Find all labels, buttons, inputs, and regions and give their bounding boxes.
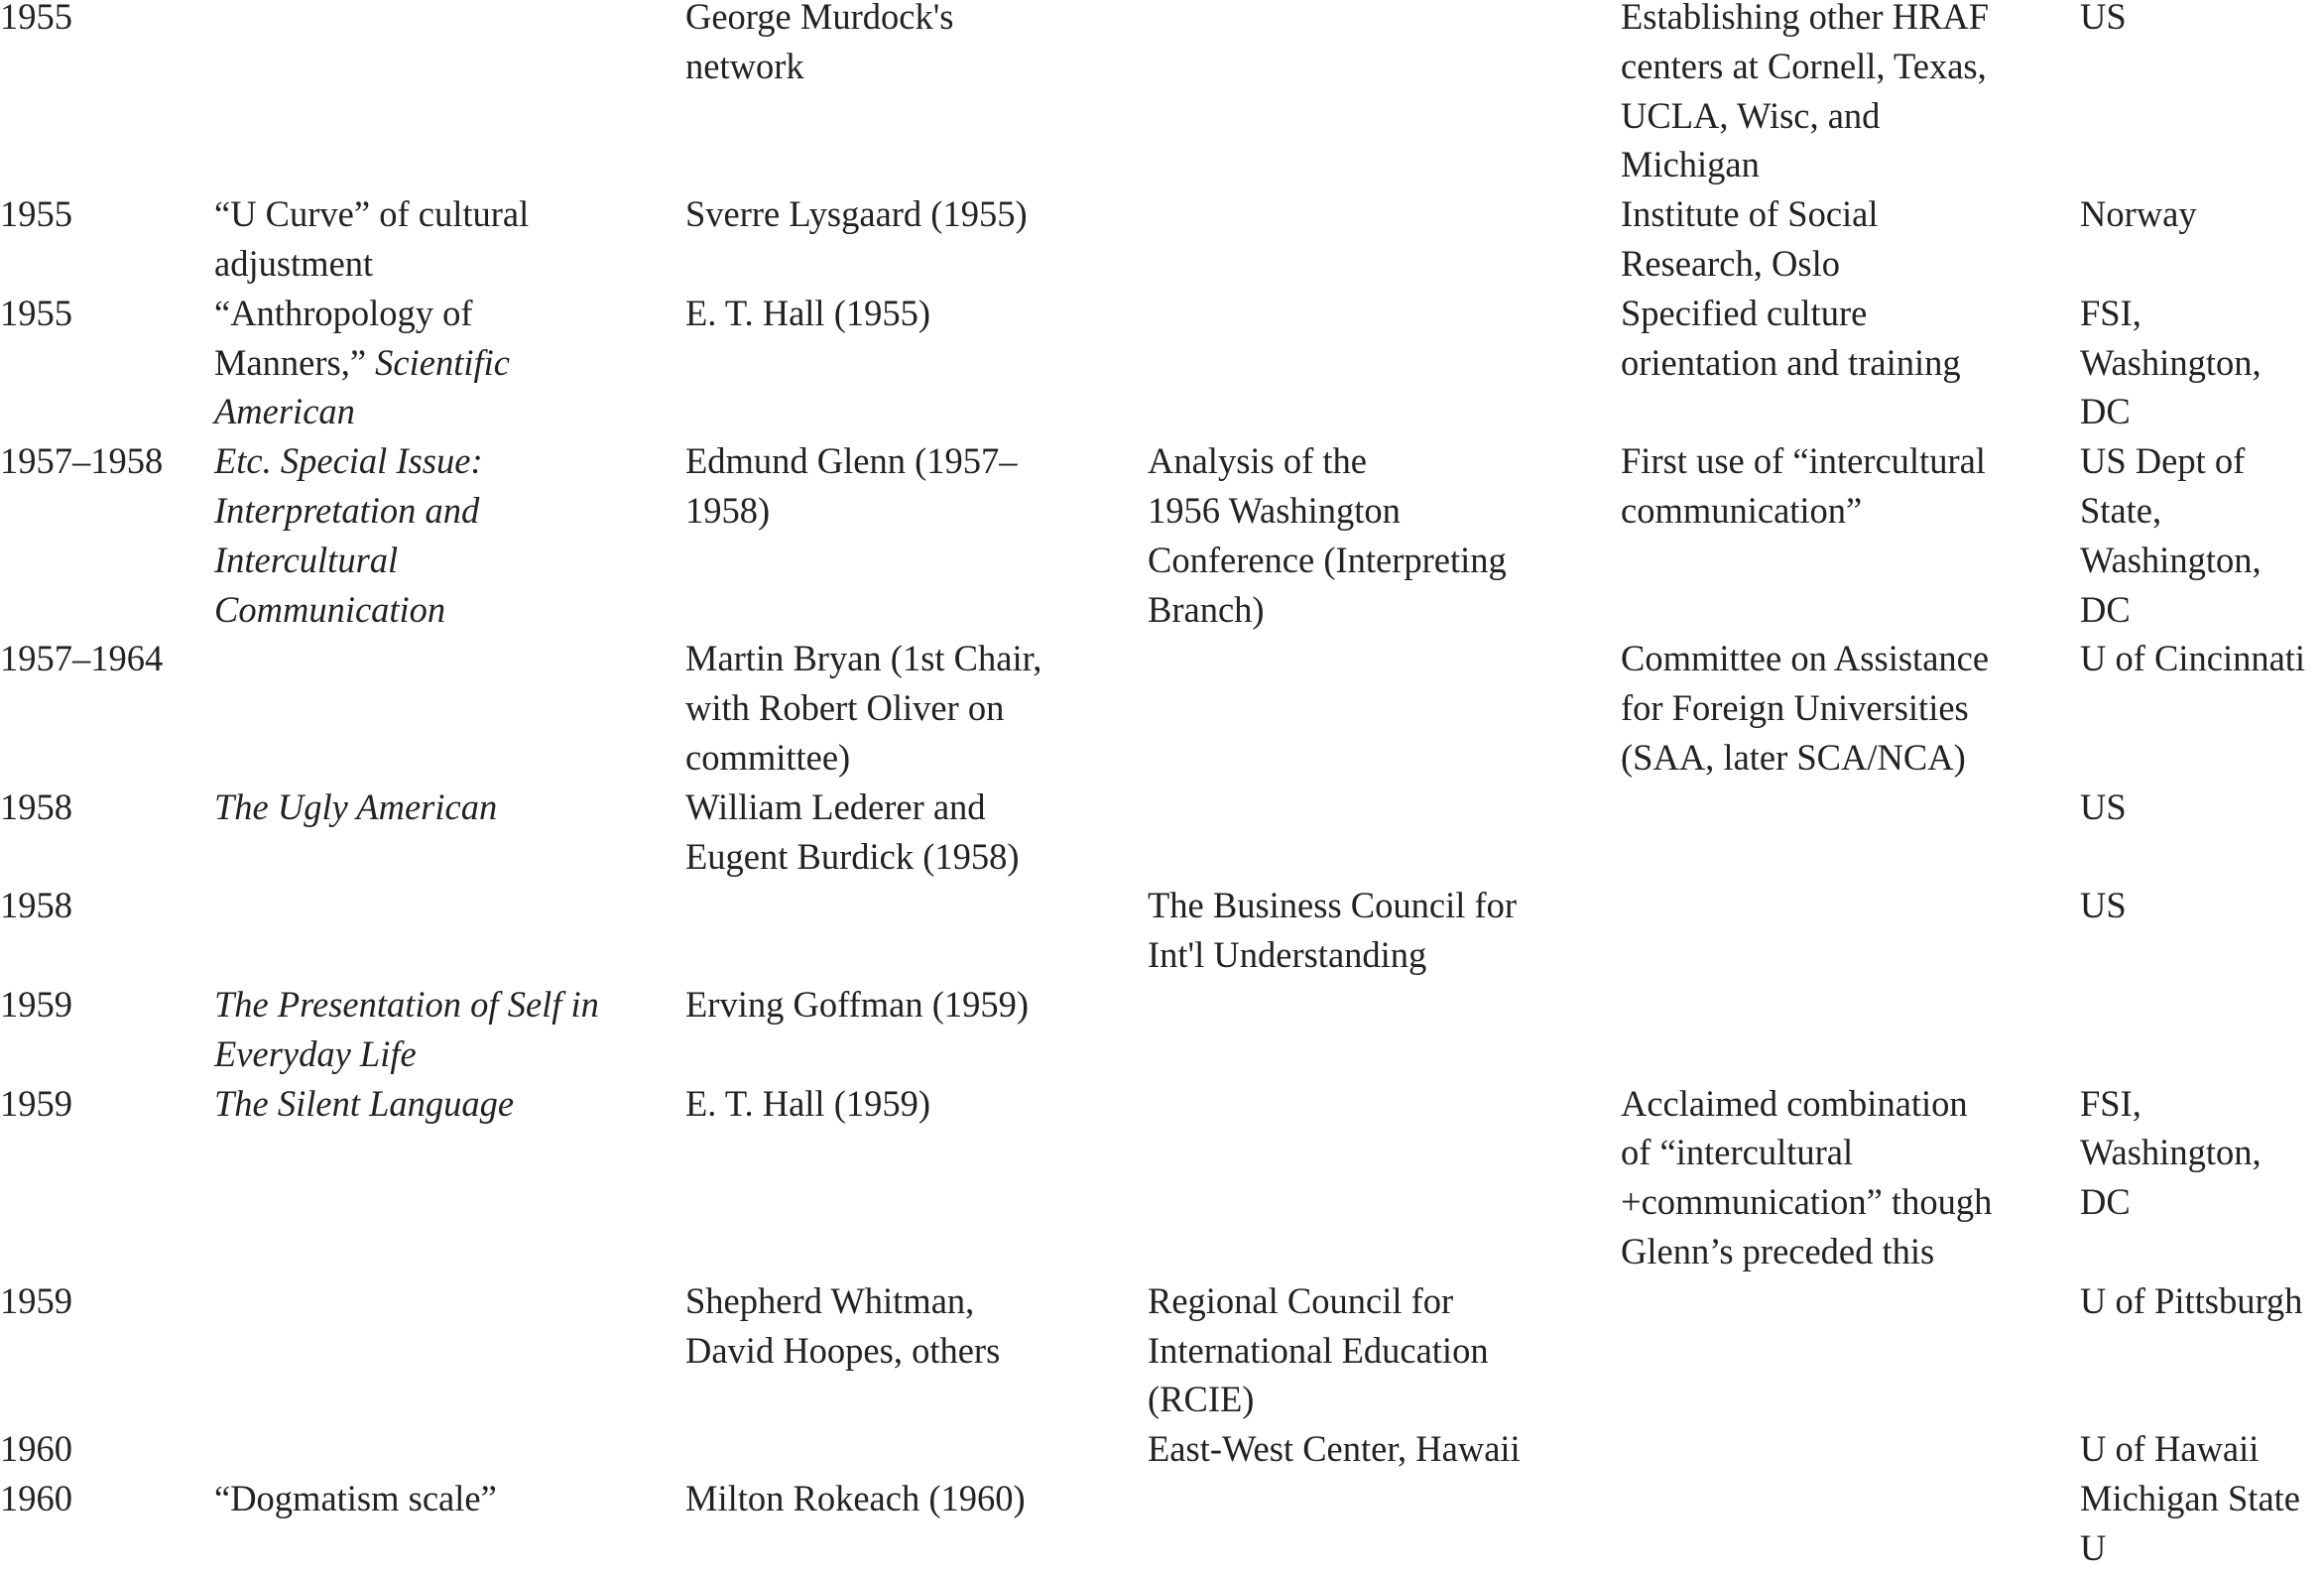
- place-cell: FSI, Washington, DC: [2080, 1082, 2262, 1223]
- author-cell: [685, 881, 1148, 980]
- note-cell: [1621, 1474, 2080, 1573]
- work-cell: [214, 1424, 685, 1474]
- table-row: [0, 436, 2324, 634]
- place-cell: U of Cincinnati: [2080, 638, 2306, 679]
- year-cell: 1955: [0, 292, 72, 333]
- note-cell: [1621, 1424, 2080, 1474]
- work-cell: “Dogmatism scale”: [214, 1477, 497, 1518]
- organization-cell: [1148, 980, 1621, 1079]
- year-cell: 1958: [0, 786, 72, 827]
- note-cell: Institute of Social Research, Oslo: [1621, 193, 1879, 284]
- author-cell: Shepherd Whitman, David Hoopes, others: [685, 1279, 1001, 1371]
- table-row: [0, 1424, 2324, 1474]
- note-cell: First use of “intercultural communication”: [1621, 440, 1986, 531]
- work-cell: Etc. Special Issue: Interpretation and Intercultural Communication: [214, 440, 483, 630]
- table-row: [0, 0, 2324, 189]
- note-cell: [1621, 980, 2080, 1079]
- author-cell: Martin Bryan (1st Chair, with Robert Oliver on committee): [685, 638, 1042, 778]
- place-cell: US: [2080, 786, 2127, 827]
- table-row: [0, 1474, 2324, 1573]
- year-cell: 1957–1958: [0, 440, 164, 482]
- work-cell: The Silent Language: [214, 1082, 515, 1124]
- place-cell: U of Hawaii: [2080, 1428, 2260, 1470]
- author-cell: George Murdock's network: [685, 0, 954, 86]
- year-cell: 1958: [0, 885, 72, 926]
- year-cell: 1955: [0, 193, 72, 235]
- table-row: [0, 1276, 2324, 1424]
- note-cell: Committee on Assistance for Foreign Universities (SAA, later SCA/NCA): [1621, 638, 1990, 778]
- organization-cell: [1148, 634, 1621, 782]
- organization-cell: [1148, 1079, 1621, 1276]
- year-cell: 1959: [0, 1082, 72, 1124]
- author-cell: Erving Goffman (1959): [685, 983, 1030, 1025]
- work-cell: “Anthropology of Manners,” Scientific American: [214, 292, 510, 432]
- note-cell: Specified culture orientation and training: [1621, 292, 1961, 383]
- table-row: [0, 1079, 2324, 1276]
- organization-cell: The Business Council for Int'l Understanding: [1148, 885, 1518, 976]
- author-cell: Milton Rokeach (1960): [685, 1477, 1026, 1518]
- author-cell: Sverre Lysgaard (1955): [685, 193, 1028, 235]
- organization-cell: [1148, 289, 1621, 436]
- year-cell: 1957–1964: [0, 638, 164, 679]
- year-cell: 1959: [0, 1279, 72, 1321]
- organization-cell: [1148, 783, 1621, 882]
- place-cell: US: [2080, 885, 2127, 926]
- author-cell: William Lederer and Eugent Burdick (1958): [685, 786, 1020, 877]
- place-cell: US Dept of State, Washington, DC: [2080, 440, 2262, 630]
- table-row: [0, 634, 2324, 782]
- work-cell: The Ugly American: [214, 786, 498, 827]
- organization-cell: East-West Center, Hawaii: [1148, 1428, 1521, 1470]
- year-cell: 1955: [0, 0, 72, 37]
- work-cell: The Presentation of Self in Everyday Life: [214, 983, 599, 1074]
- organization-cell: Regional Council for International Education (RCIE): [1148, 1279, 1489, 1420]
- place-cell: Michigan State U: [2080, 1477, 2300, 1568]
- note-cell: [1621, 881, 2080, 980]
- year-cell: 1960: [0, 1477, 72, 1518]
- table-row: [0, 189, 2324, 289]
- note-cell: [1621, 783, 2080, 882]
- organization-cell: [1148, 0, 1621, 189]
- note-cell: Acclaimed combination of “intercultural +communication” though Glenn’s preceded this: [1621, 1082, 1993, 1271]
- place-cell: Norway: [2080, 193, 2197, 235]
- author-cell: E. T. Hall (1959): [685, 1082, 930, 1124]
- table-row: [0, 881, 2324, 980]
- table-row: [0, 783, 2324, 882]
- organization-cell: [1148, 189, 1621, 289]
- place-cell: FSI, Washington, DC: [2080, 292, 2262, 432]
- place-cell: U of Pittsburgh: [2080, 1279, 2303, 1321]
- organization-cell: [1148, 1474, 1621, 1573]
- work-cell: “U Curve” of cultural adjustment: [214, 193, 530, 284]
- work-cell: [214, 881, 685, 980]
- place-cell: [2080, 980, 2324, 1079]
- table-row: [0, 289, 2324, 436]
- note-cell: Establishing other HRAF centers at Cornell, Texas, UCLA, Wisc, and Michigan: [1621, 0, 1990, 185]
- work-cell: [214, 0, 685, 189]
- work-cell: [214, 634, 685, 782]
- author-cell: [685, 1424, 1148, 1474]
- year-cell: 1960: [0, 1428, 72, 1470]
- author-cell: E. T. Hall (1955): [685, 292, 930, 333]
- author-cell: Edmund Glenn (1957– 1958): [685, 440, 1018, 531]
- year-cell: 1959: [0, 983, 72, 1025]
- work-cell: [214, 1276, 685, 1424]
- table-row: [0, 980, 2324, 1079]
- note-cell: [1621, 1276, 2080, 1424]
- place-cell: US: [2080, 0, 2127, 37]
- organization-cell: Analysis of the 1956 Washington Conference (Interpreting Branch): [1148, 440, 1507, 630]
